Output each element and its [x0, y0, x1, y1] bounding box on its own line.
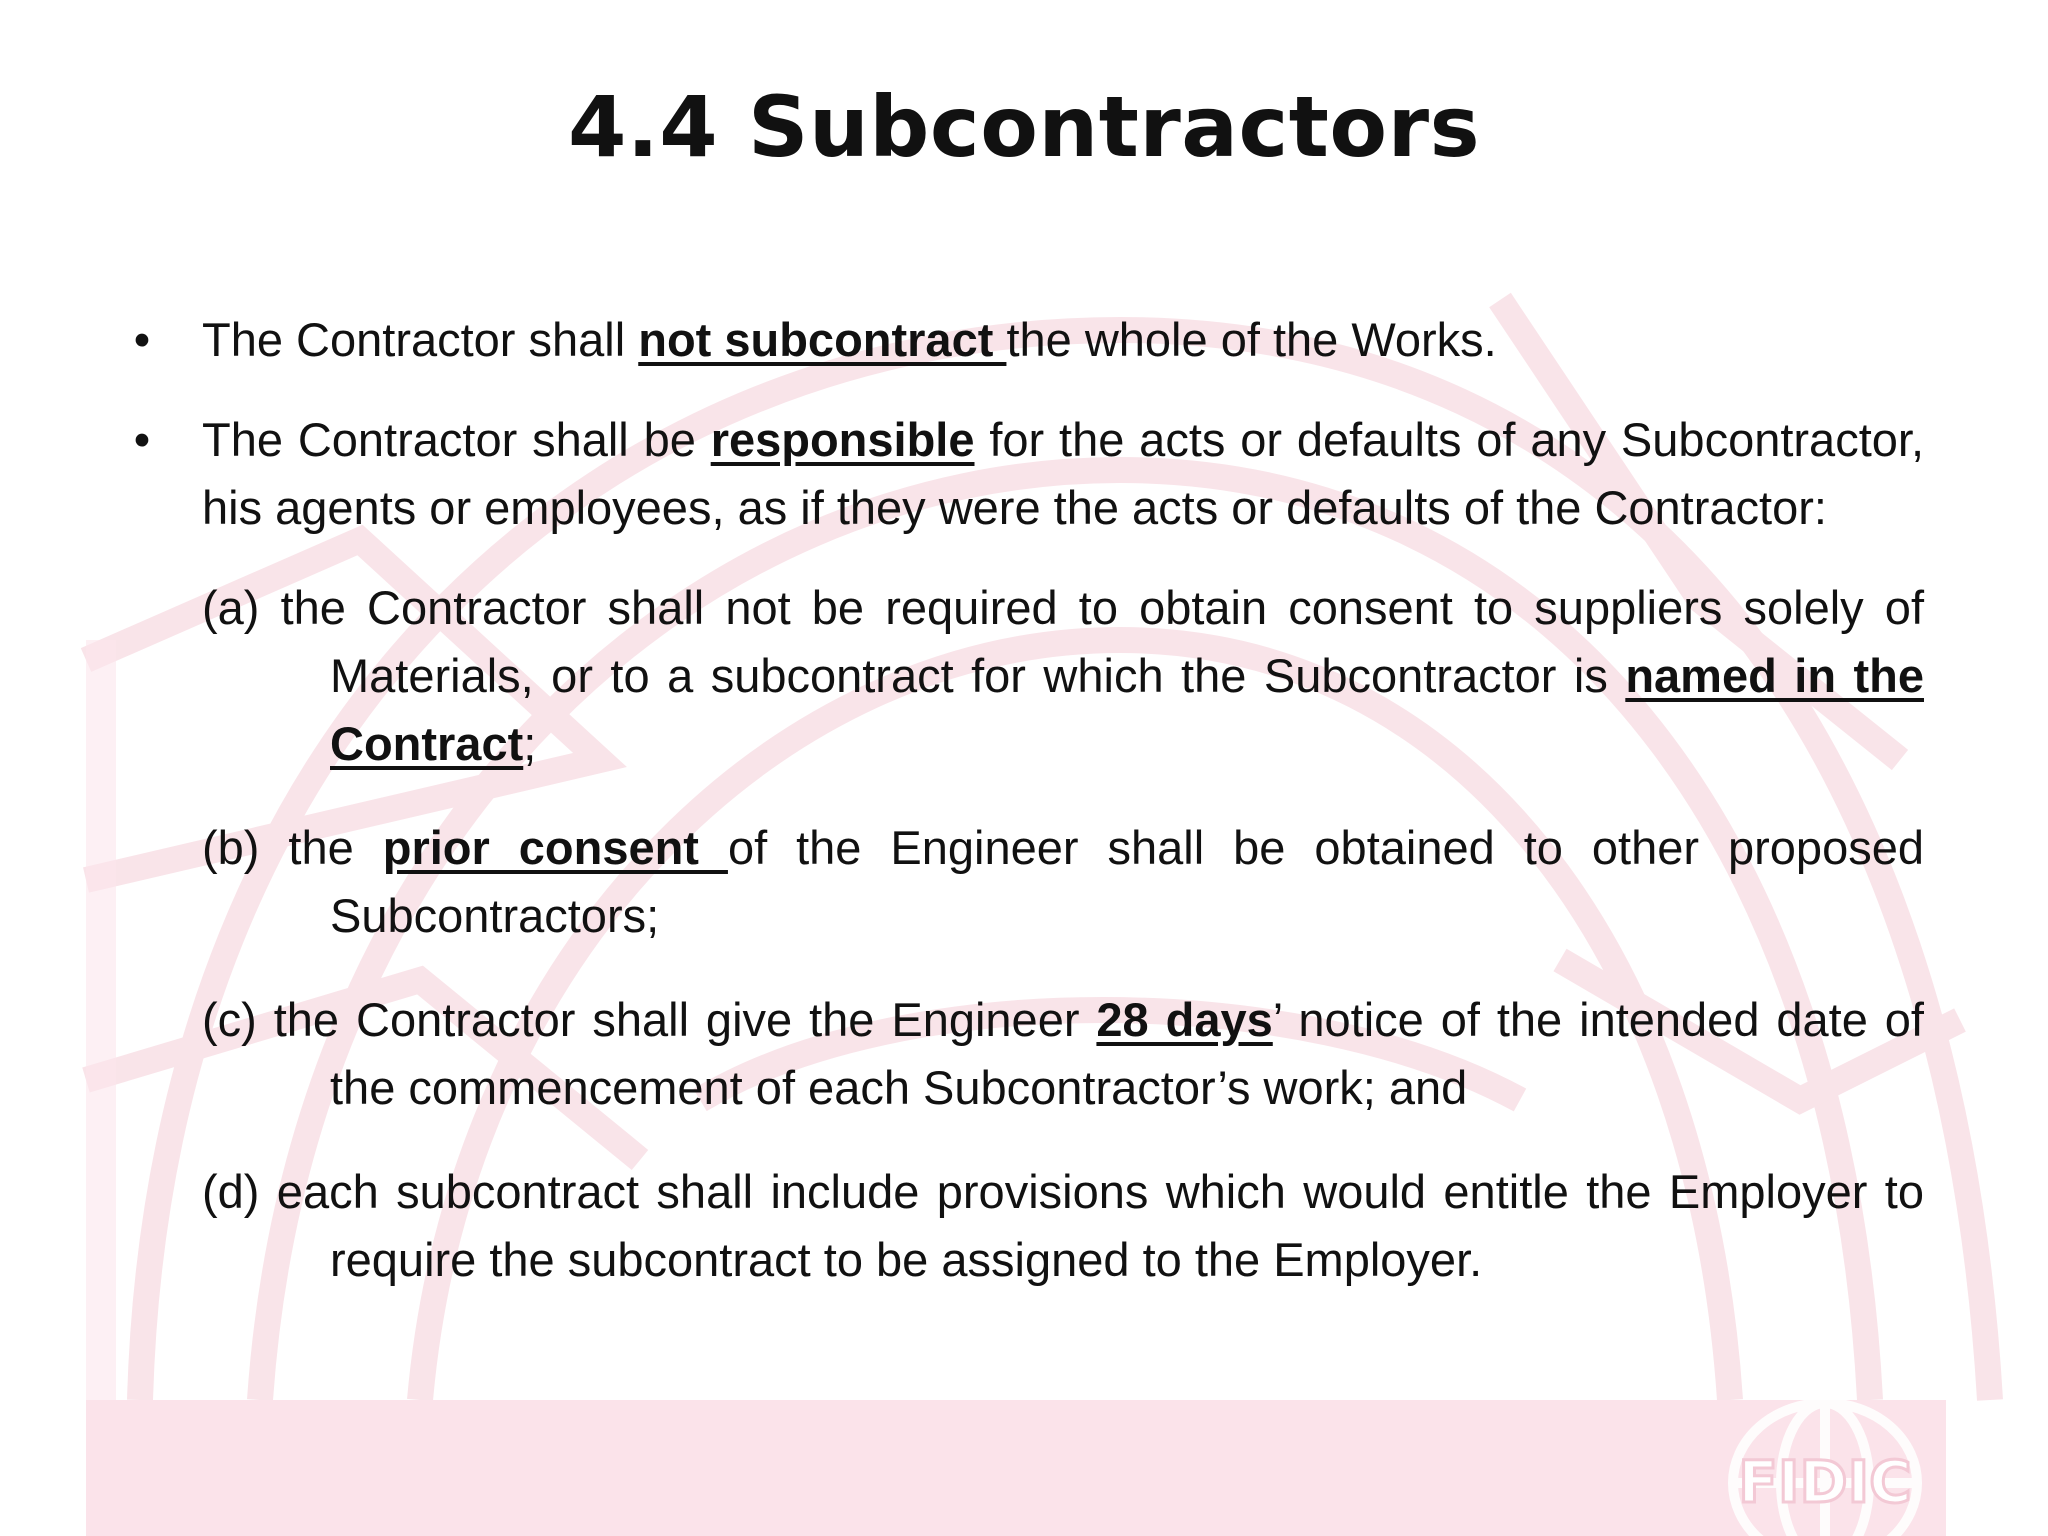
bullet-text: the whole of the Works. [1006, 313, 1497, 366]
bullet-icon: • [133, 313, 151, 366]
sub-item-text: (d) each subcontract shall include provisions which would entitle the Employer to require the subcontract to be assigned to the Employer. [202, 1165, 1924, 1286]
bullet-icon: • [133, 413, 151, 466]
sub-item-text: ; [523, 717, 537, 770]
sub-item-text: of the Engineer shall be obtained to other proposed Subcontractors; [330, 821, 1924, 942]
slide-title: 4.4 Subcontractors [567, 78, 1481, 176]
bullet-item [122, 306, 1924, 374]
sub-item-a [202, 574, 1924, 778]
slide-content [122, 306, 1924, 1330]
sub-item-b [202, 814, 1924, 950]
bullet-emphasis: not subcontract [638, 313, 1007, 366]
bullet-text: The Contractor shall be [202, 413, 711, 466]
sub-item-emphasis: prior consent [382, 821, 728, 874]
sub-item-text: (c) the Contractor shall give the Engineer [202, 993, 1097, 1046]
sub-item-emphasis: named in the Contract [330, 649, 1924, 770]
bullet-item [122, 406, 1924, 542]
sub-item-c [202, 986, 1924, 1122]
sub-item-text: ’ notice of the intended date of the commencement of each Subcontractor’s work; and [330, 993, 1924, 1114]
bullet-text: The Contractor shall [202, 313, 639, 366]
bullet-text: for the acts or defaults of any Subcontractor, his agents or employees, as if they were the acts or defaults of the Contractor: [202, 413, 1925, 534]
sub-item-d [202, 1158, 1924, 1294]
logo-text: FIDIC [1738, 1448, 1912, 1516]
sub-item-text: (b) the [202, 821, 383, 874]
bullet-emphasis: responsible [710, 413, 975, 466]
sub-item-emphasis: 28 days [1096, 993, 1273, 1046]
sub-item-text: (a) the Contractor shall not be required to obtain consent to suppliers solely of Materials, or to a subcontract for which the Subcontractor is [202, 581, 1924, 702]
